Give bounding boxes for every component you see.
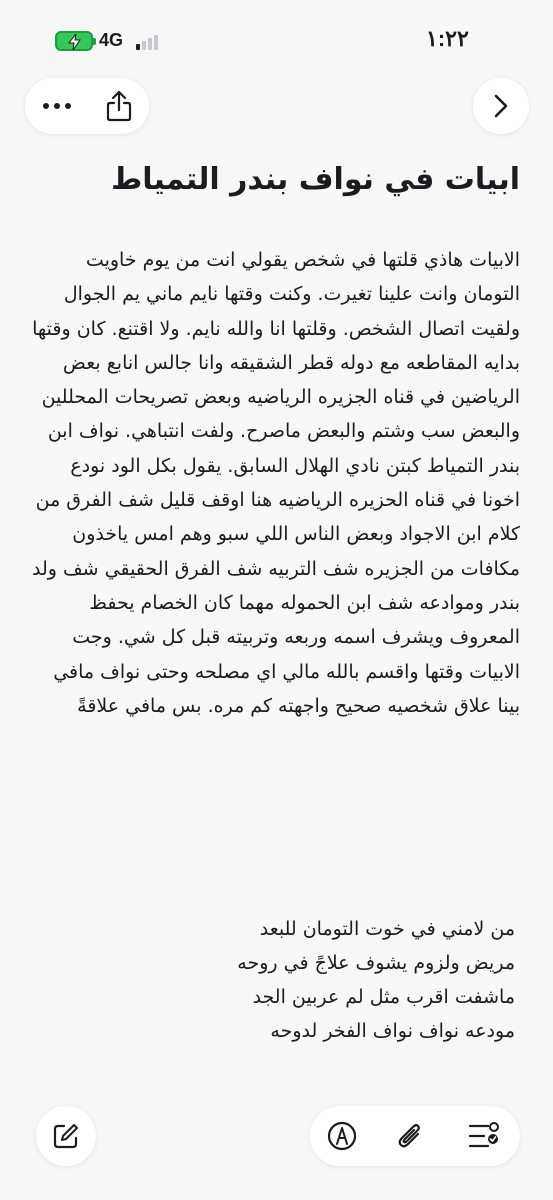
note-content[interactable] — [30, 150, 520, 723]
attachment-button[interactable] — [388, 1116, 432, 1156]
back-button[interactable] — [473, 78, 529, 134]
note-title: ابيات في نواف بندر التمياط — [111, 162, 520, 197]
chevron-right-icon — [493, 94, 509, 118]
compose-icon — [52, 1122, 80, 1150]
note-actions-group — [25, 78, 149, 134]
network-type: 4G — [99, 30, 124, 50]
poem-line: ماشفت اقرب مثل لم عربين الجد — [252, 986, 515, 1008]
checklist-button[interactable] — [462, 1116, 506, 1156]
share-icon — [106, 90, 132, 122]
note-tools — [310, 1106, 520, 1166]
charging-bolt-icon — [68, 34, 82, 50]
share-button[interactable] — [97, 86, 141, 126]
markup-button[interactable] — [320, 1116, 364, 1156]
status-bar — [0, 0, 553, 80]
battery-charging-icon — [55, 31, 93, 51]
poem-line: مريض ولزوم يشوف علاجً في روحه — [237, 952, 515, 974]
paperclip-icon — [396, 1121, 424, 1151]
checklist-icon — [468, 1122, 500, 1150]
note-body: الابيات هاذي قلتها في شخص يقولي انت من يوم خاويت التومان وانت علينا تغيرت. وكنت وقتها نايم ماني يم الجوال ولقيت اتصال الشخص. وقلتها انا والله نايم. ولا اقتنع. كان وقتها بدايه المقاطعه مع دوله قطر الشقيقه وانا جالس انابع بعض الرياضين في قناه الجزيره الرياضيه وبعض تصريحات المحللين والبعض سب وشتم والبعض ماصرح. ولفت انتباهي. نواف ابن بندر التمياط كبتن نادي الهلال السابق. يقول بكل الود نودع اخونا في قناه الحزيره الرياضيه هنا اوقف قليل شف الفرق من كلام ابن الاجواد وبعض الناس اللي سبو وهم امس ياخذون مكافات من الجزيره شف التربيه شف الفرق الحقيقي شف ولد بندر وموادعه شف ابن الحموله مهما كان الخصام يحفظ المعروف ويشرف اسمه وربعه وتربيته قبل كل شي. وجت الابيات وقتها واقسم بالله مالي اي مصلحه وحتى نواف مافي بينا علاق شخصيه صحيح واجهته كم مره. بس مافي علاقةً — [32, 249, 520, 717]
compose-button[interactable] — [36, 1106, 96, 1166]
cellular-signal-icon — [136, 34, 162, 50]
more-button[interactable] — [35, 86, 79, 126]
clock: ١:٢٢ — [426, 26, 469, 51]
poem-line: من لامني في خوت التومان للبعد — [259, 918, 515, 940]
poem — [55, 912, 515, 1048]
more-icon — [42, 102, 72, 110]
poem-line: مودعه نواف نواف الفخر لدوحه — [270, 1020, 515, 1042]
markup-pen-icon — [327, 1121, 357, 1151]
